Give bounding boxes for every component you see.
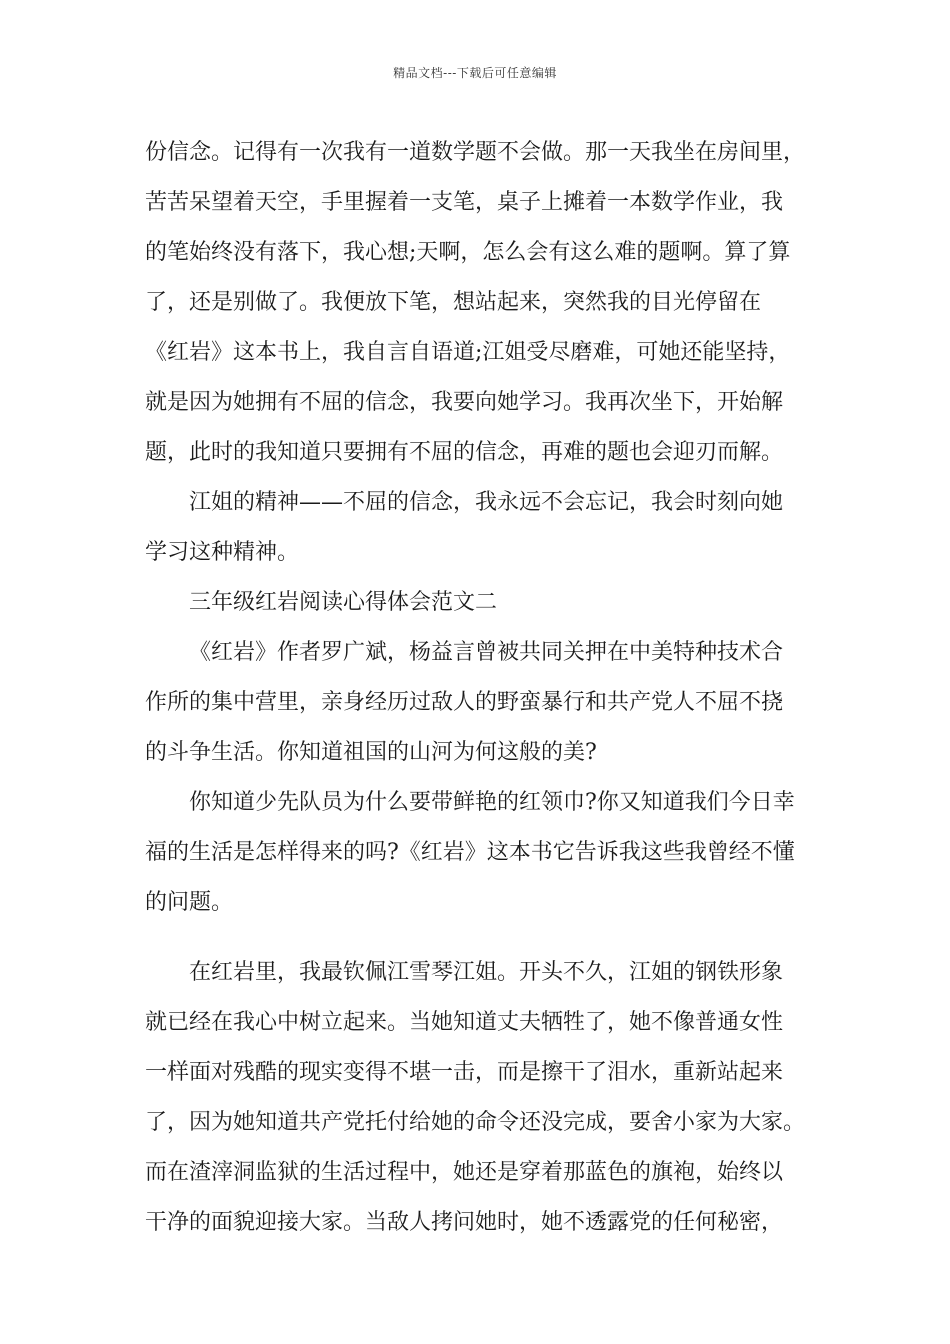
text-line: 在红岩里，我最钦佩江雪琴江姐。开头不久，江姐的钢铁形象 bbox=[189, 960, 784, 985]
text-line: 你知道少先队员为什么要带鲜艳的红领巾?你又知道我们今日幸 bbox=[189, 790, 795, 815]
text-line: 学习这种精神。 bbox=[145, 540, 300, 565]
text-line: 苦苦呆望着天空，手里握着一支笔，桌子上摊着一本数学作业，我 bbox=[145, 190, 784, 215]
text-line: 江姐的精神——不屈的信念，我永远不会忘记，我会时刻向她 bbox=[189, 490, 784, 515]
text-line: 就已经在我心中树立起来。当她知道丈夫牺牲了，她不像普通女性 bbox=[145, 1010, 784, 1035]
text-line: 一样面对残酷的现实变得不堪一击，而是擦干了泪水，重新站起来 bbox=[145, 1060, 784, 1085]
text-line: 题，此时的我知道只要拥有不屈的信念，再难的题也会迎刃而解。 bbox=[145, 440, 784, 465]
text-line: 了，还是别做了。我便放下笔，想站起来，突然我的目光停留在 bbox=[145, 290, 762, 315]
document-body bbox=[145, 128, 825, 1248]
text-line: 就是因为她拥有不屈的信念，我要向她学习。我再次坐下，开始解 bbox=[145, 390, 784, 415]
text-line: 《红岩》这本书上，我自言自语道;江姐受尽磨难，可她还能坚持， bbox=[145, 340, 791, 365]
text-line: 干净的面貌迎接大家。当敌人拷问她时，她不透露党的任何秘密， bbox=[145, 1210, 784, 1235]
text-line: 份信念。记得有一次我有一道数学题不会做。那一天我坐在房间里， bbox=[145, 140, 806, 165]
text-line: 而在渣滓洞监狱的生活过程中，她还是穿着那蓝色的旗袍，始终以 bbox=[145, 1160, 784, 1185]
text-line: 福的生活是怎样得来的吗?《红岩》这本书它告诉我这些我曾经不懂 bbox=[145, 840, 795, 865]
text-line: 作所的集中营里，亲身经历过敌人的野蛮暴行和共产党人不屈不挠 bbox=[145, 690, 784, 715]
text-line: 的问题。 bbox=[145, 890, 234, 915]
text-line: 《红岩》作者罗广斌，杨益言曾被共同关押在中美特种技术合 bbox=[189, 640, 784, 665]
text-line: 了，因为她知道共产党托付给她的命令还没完成，要舍小家为大家。 bbox=[145, 1110, 806, 1135]
paragraph-gap bbox=[145, 928, 825, 948]
text-line: 的笔始终没有落下，我心想;天啊，怎么会有这么难的题啊。算了算 bbox=[145, 240, 791, 265]
section-heading: 三年级红岩阅读心得体会范文二 bbox=[189, 590, 498, 615]
page-header: 精品文档---下载后可任意编辑 bbox=[393, 66, 557, 80]
text-line: 的斗争生活。你知道祖国的山河为何这般的美? bbox=[145, 740, 597, 765]
